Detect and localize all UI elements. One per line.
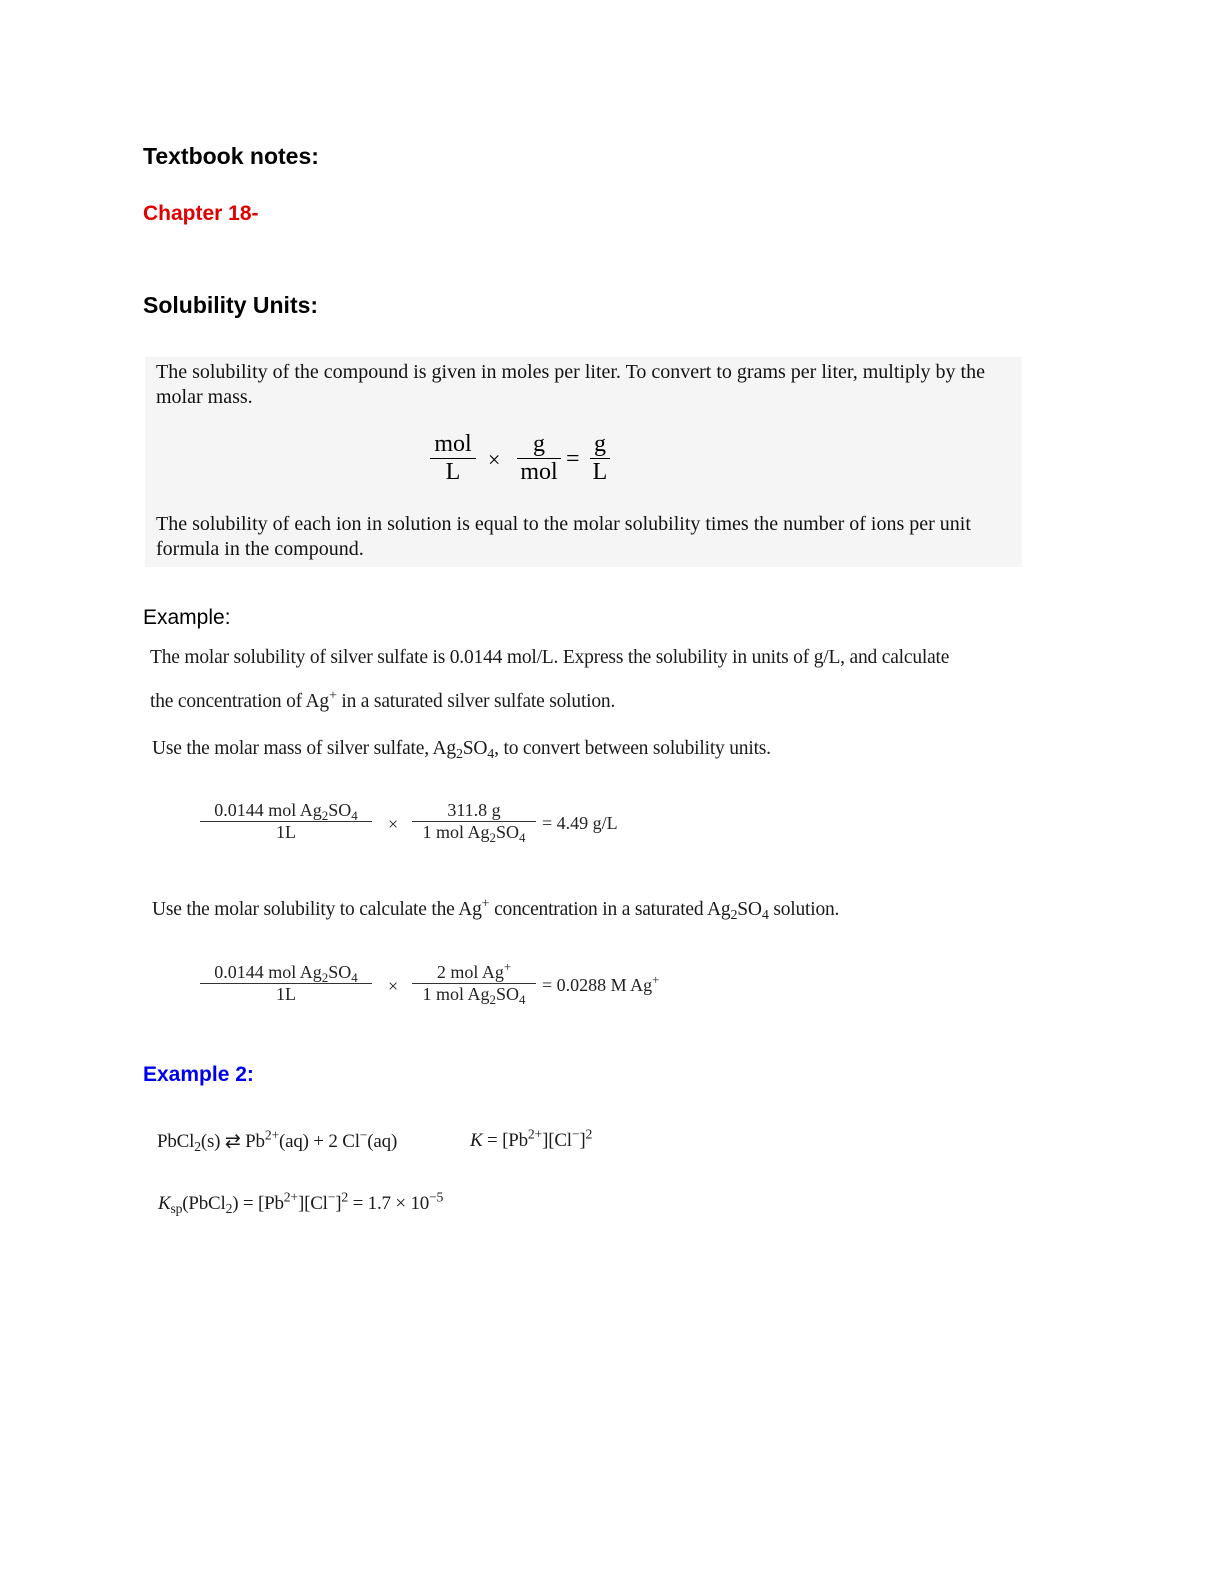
example-2-heading: Example 2: (143, 1063, 254, 1086)
example-line-2: the concentration of Ag+ in a saturated silver sulfate solution. (150, 687, 616, 712)
formula-denominator-1: L (445, 459, 461, 485)
calc2-numerator-1: 0.0144 mol $Ag_2SO_4$ (214, 962, 358, 985)
formula-denominator-3: L (592, 459, 608, 485)
chapter-heading: Chapter 18- (143, 202, 259, 225)
calculation-silver-ion (200, 958, 700, 1022)
calc1-numerator-2: 311.8 g (447, 800, 501, 820)
calc1-times: × (388, 814, 399, 834)
textbook-notes-heading: Textbook notes: (143, 143, 319, 169)
solubility-units-heading: Solubility Units: (143, 292, 319, 318)
calc2-times: × (388, 976, 399, 996)
example-line-4: Use the molar solubility to calculate the Ag+ concentration in a saturated $Ag_2SO_4$ solution. (152, 895, 840, 924)
example-line-3: Use the molar mass of silver sulfate, $Ag_2SO_4$, to convert between solubility units. (152, 738, 771, 763)
calculation-grams-per-liter (200, 800, 660, 860)
calc1-denominator-1: 1L (276, 822, 296, 842)
formula-equals: = (566, 446, 580, 472)
calc2-denominator-2: 1 mol $Ag_2SO_4$ (422, 984, 526, 1007)
calc1-numerator-1: 0.0144 mol $Ag_2SO_4$ (214, 800, 358, 823)
equilibrium-equation: PbCl$_2$(s) ⇄ $Pb^{2+}(aq) + 2$ Cl−(aq) (157, 1127, 398, 1155)
formula-times: × (488, 447, 501, 472)
calc1-result: = 4.49 g/L (542, 813, 618, 833)
unit-conversion-formula (430, 431, 630, 497)
example-line-1: The molar solubility of silver sulfate is 0.0144 mol/L. Express the solubility in units of g/L, and calculate (150, 647, 950, 668)
formula-numerator-3: g (594, 431, 606, 457)
calc2-result: = 0.0288 M Ag+ (542, 971, 660, 995)
calc1-denominator-2: 1 mol $Ag_2SO_4$ (422, 822, 526, 845)
formula-numerator-2: g (533, 431, 545, 457)
formula-denominator-2: mol (520, 459, 558, 485)
box-paragraph-2: The solubility of each ion in solution is equal to the molar solubility times the number of ions per unit formula in the compound. (156, 513, 971, 560)
calc2-numerator-2: 2 mol Ag+ (436, 958, 512, 982)
equilibrium-constant-expression: $K = [Pb^{2+}][Cl^-]^2$ (470, 1126, 593, 1151)
formula-numerator-1: mol (434, 431, 472, 457)
solubility-units-box (145, 357, 1022, 567)
ksp-expression: $K_{sp}(PbCl_2) = [Pb^{2+}][Cl^-]^2 = 1.7 \times 10^{-5}$ (158, 1189, 444, 1217)
calc2-denominator-1: 1L (276, 984, 296, 1004)
example-heading: Example: (143, 606, 231, 629)
box-paragraph-1: The solubility of the compound is given in moles per liter. To convert to grams per liter, multiply by the molar mass. (156, 361, 985, 408)
